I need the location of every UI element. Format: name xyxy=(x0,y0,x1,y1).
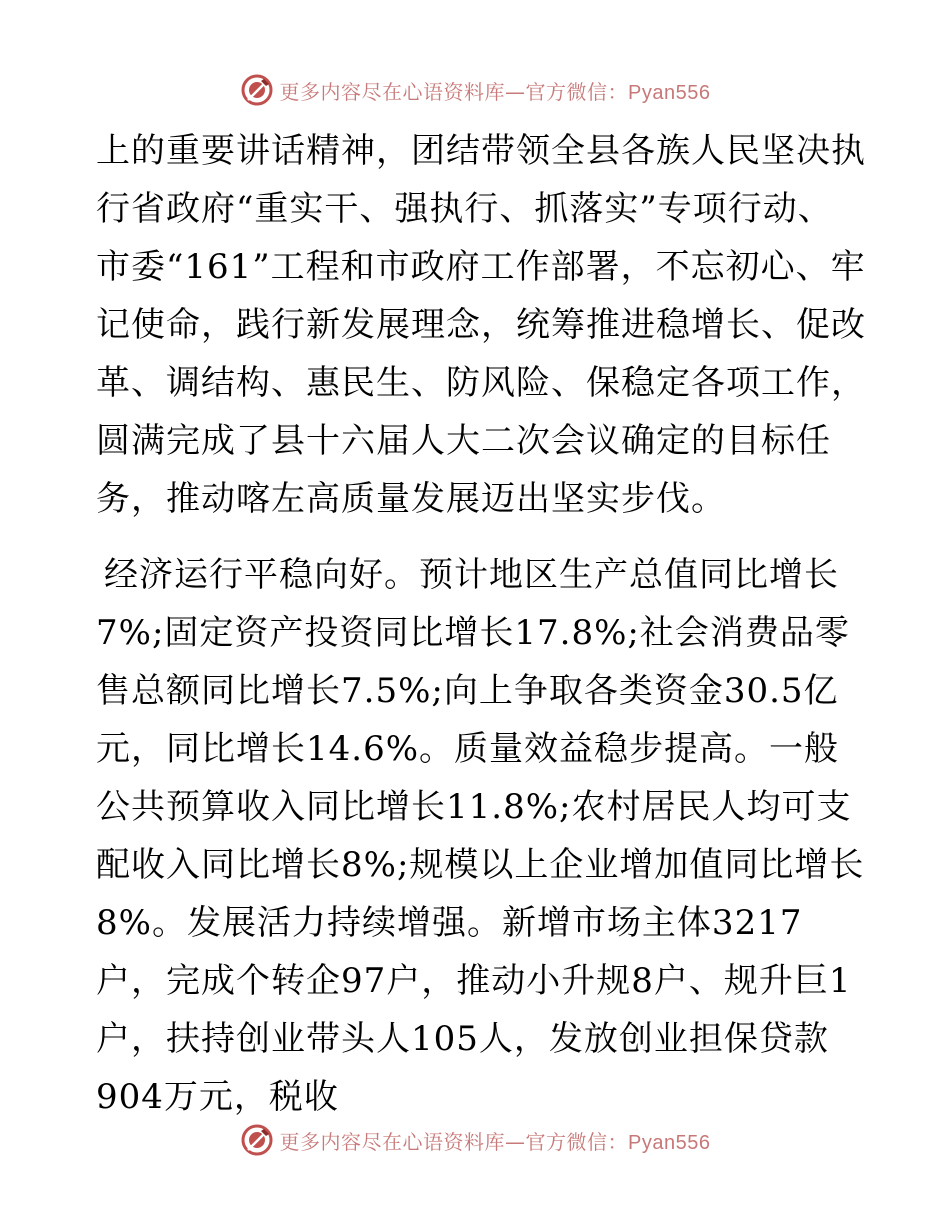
body-paragraph: 经济运行平稳向好。预计地区生产总值同比增长7%;固定资产投资同比增长17.8%;社会消费品零售总额同比增长7.5%;向上争取各类资金30.5亿元，同比增长14.6%。质量效益稳步提高。一般公共预算收入同比增长11.8%;农村居民人均可支配收入同比增长8%;规模以上企业增加值同比增长8%。发展活力持续增强。新增市场主体3217户，完成个转企97户，推动小升规8户、规升巨1户，扶持创业带头人105人，发放创业担保贷款904万元，税收 xyxy=(96,555,865,1117)
wechat-id: Pyan556 xyxy=(628,1131,711,1154)
seal-pen-icon xyxy=(240,73,274,107)
watermark-text: 更多内容尽在心语资料库—官方微信：Pyan556 xyxy=(279,1129,711,1154)
header-watermark xyxy=(0,70,950,110)
document-body xyxy=(96,122,866,1126)
seal-pen-icon xyxy=(240,1123,274,1157)
wechat-id: Pyan556 xyxy=(628,81,711,104)
body-paragraph: 上的重要讲话精神，团结带领全县各族人民坚决执行省政府“重实干、强执行、抓落实”专项行动、市委“161”工程和市政府工作部署，不忘初心、牢记使命，践行新发展理念，统筹推进稳增长、促改革、调结构、惠民生、防风险、保稳定各项工作，圆满完成了县十六届人大二次会议确定的目标任务，推动喀左高质量发展迈出坚实步伐。 xyxy=(96,131,866,519)
watermark-text: 更多内容尽在心语资料库—官方微信：Pyan556 xyxy=(279,79,711,104)
footer-watermark xyxy=(0,1120,950,1160)
